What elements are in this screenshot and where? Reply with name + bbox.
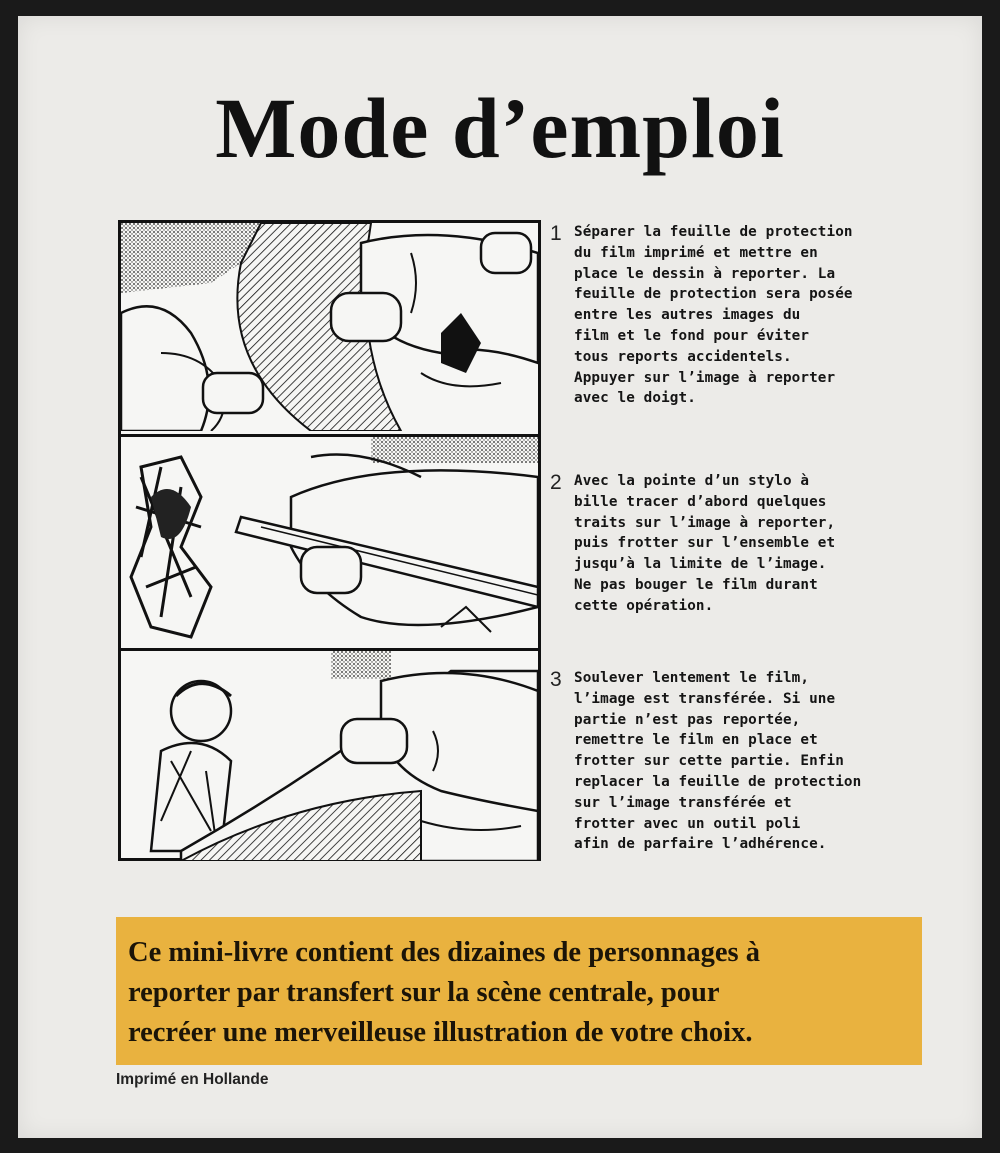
illustration-panel-3 <box>121 648 538 861</box>
printed-in-note: Imprimé en Hollande <box>116 1071 269 1088</box>
illustration-panel-1 <box>121 223 538 431</box>
step-text: Séparer la feuille de protection du film imprimé et mettre en place le dessin à reporter. La feuille de protection sera posée entre les autres images du film et le fond pour éviter tous reports accidentels. Appuyer sur l’image à reporter avec le doigt. <box>574 224 853 407</box>
page-title: Mode d’emploi <box>215 80 785 176</box>
illustration-panel-2 <box>121 434 538 645</box>
lift-film-illustration <box>121 651 538 861</box>
instruction-sheet <box>18 16 982 1138</box>
illustration-strip <box>118 220 541 861</box>
rub-with-pen-illustration <box>121 437 538 645</box>
step-text: Avec la pointe d’un stylo à bille tracer d’abord quelques traits sur l’image à reporter, puis frotter sur l’ensemble et jusqu’à la limite de l’image. Ne pas bouger le film durant cette opération. <box>574 473 836 614</box>
step-text: Soulever lentement le film, l’image est transférée. Si une partie n’est pas reportée, remettre le film en place et frotter sur cette partie. Enfin replacer la feuille de protection sur l’image transférée et frotter avec un outil poli afin de parfaire l’adhérence. <box>574 670 862 853</box>
step-number: 2 <box>550 471 562 494</box>
info-banner <box>116 917 922 1065</box>
step-number: 1 <box>550 222 562 245</box>
banner-text: Ce mini-livre contient des dizaines de personnages à reporter par transfert sur la scène centrale, pour recréer une merveilleuse illustration de votre choix. <box>128 937 760 1048</box>
step-number: 3 <box>550 668 562 691</box>
peel-sheet-illustration <box>121 223 538 431</box>
